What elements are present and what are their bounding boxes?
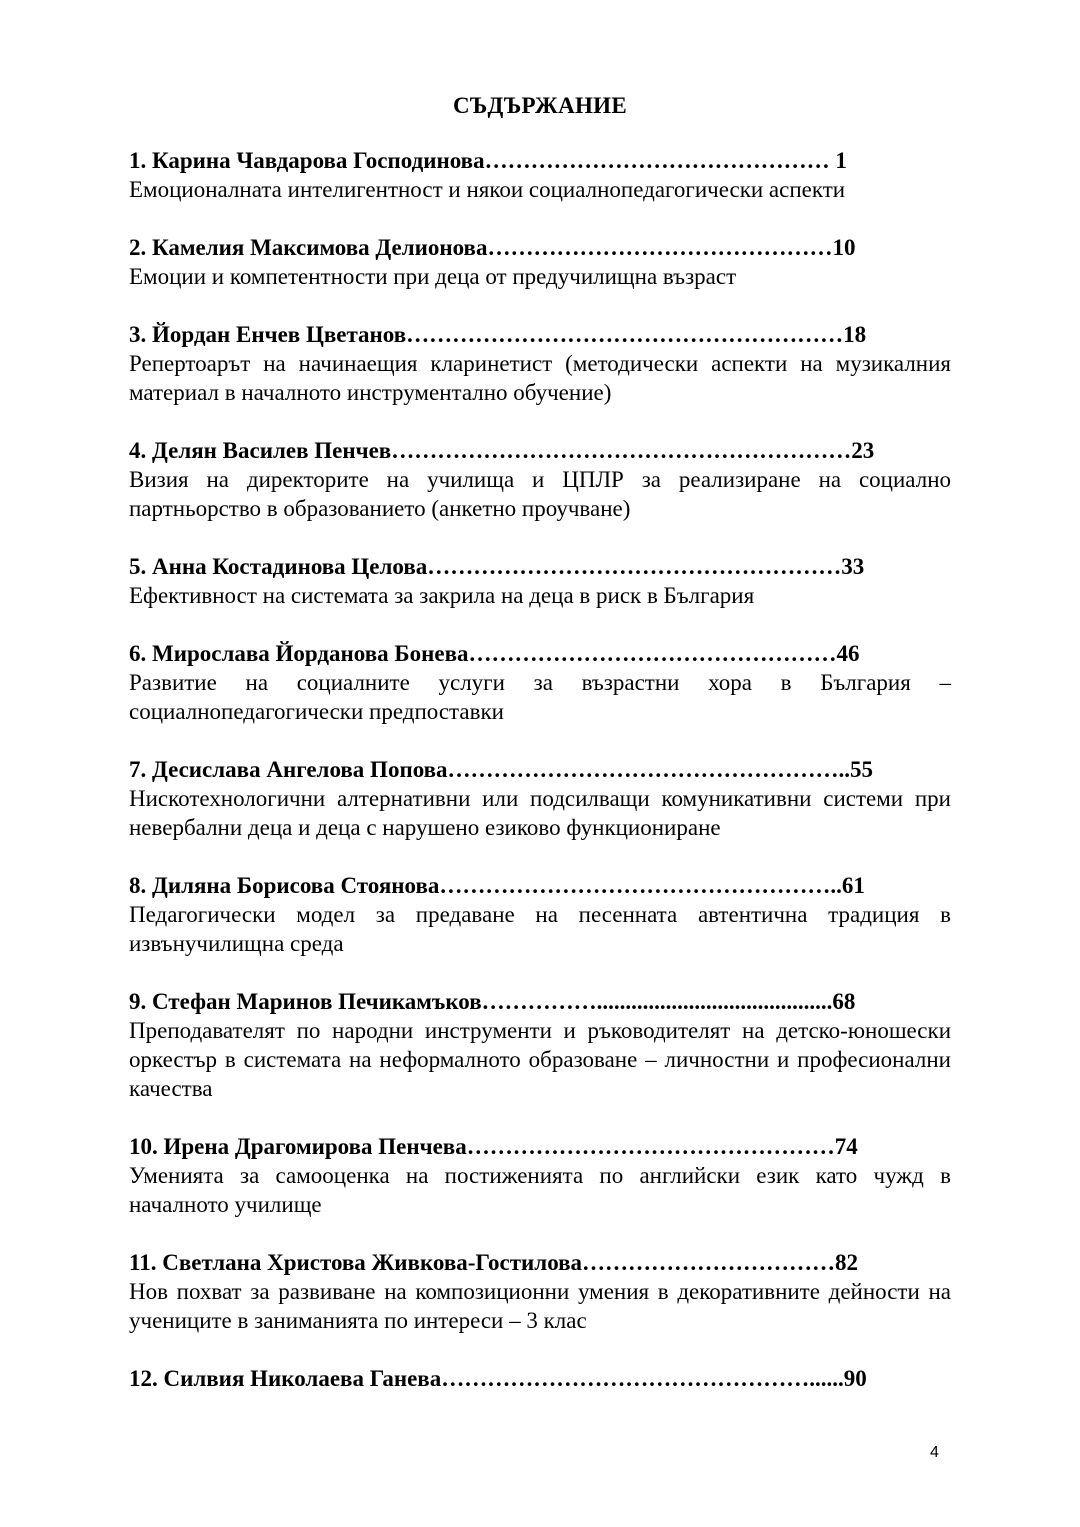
toc-entry-1 (129, 146, 951, 204)
toc-entry-description: Развитие на социалните услуги за възрастни хора в България – социалнопедагогически предпоставки (129, 670, 951, 724)
toc-entry-description: Репертоарът на начинаещия кларинетист (методически аспекти на музикалния материал в началното инструментално обучение) (129, 351, 951, 405)
toc-entry-heading: 1. Карина Чавдарова Господинова……………………………………… 1 (129, 148, 847, 173)
toc-entry-4 (129, 436, 951, 523)
toc-entry-heading: 12. Силвия Николаева Ганева…………………………………………......90 (129, 1366, 867, 1391)
toc-entry-9 (129, 987, 951, 1103)
toc-entry-8 (129, 871, 951, 958)
toc-entry-heading: 10. Ирена Драгомирова Пенчева…………………………………………74 (129, 1134, 858, 1159)
toc-entry-5 (129, 552, 951, 610)
page-number: 4 (930, 1444, 939, 1461)
toc-entry-heading: 7. Десислава Ангелова Попова……………………………………………..55 (129, 757, 874, 782)
toc-entry-heading: 6. Мирослава Йорданова Бонева…………………………………………46 (129, 641, 860, 666)
toc-entry-heading: 5. Анна Костадинова Целова………………………………………………33 (129, 554, 865, 579)
toc-entry-description: Визия на директорите на училища и ЦПЛР за реализиране на социално партньорство в образованието (анкетно проучване) (129, 467, 951, 521)
toc-entry-heading: 11. Светлана Христова Живкова-Гостилова……………………………82 (129, 1250, 859, 1275)
toc-entry-heading: 4. Делян Василев Пенчев……………………………………………………23 (129, 438, 875, 463)
toc-entry-11 (129, 1248, 951, 1335)
toc-entry-description: Емоции и компетентности при деца от предучилищна възраст (129, 264, 737, 289)
toc-entry-description: Педагогически модел за предаване на песенната автентична традиция в извънучилищна среда (129, 902, 951, 956)
table-of-contents (129, 146, 951, 1393)
toc-entry-description: Ефективност на системата за закрила на деца в риск в България (129, 583, 755, 608)
toc-entry-2 (129, 233, 951, 291)
toc-entry-6 (129, 639, 951, 726)
toc-entry-description: Уменията за самооценка на постиженията по английски език като чужд в началното училище (129, 1163, 951, 1217)
toc-entry-heading: 2. Камелия Максимова Делионова………………………………………10 (129, 235, 856, 260)
toc-entry-12 (129, 1364, 951, 1393)
toc-entry-description: Нов похват за развиване на композиционни умения в декоративните дейности на учениците в заниманията по интереси – 3 клас (129, 1279, 951, 1333)
toc-entry-3 (129, 320, 951, 407)
toc-entry-heading: 3. Йордан Енчев Цветанов…………………………………………………18 (129, 322, 867, 347)
toc-entry-7 (129, 755, 951, 842)
toc-title: СЪДЪРЖАНИЕ (452, 93, 628, 118)
toc-entry-10 (129, 1132, 951, 1219)
toc-entry-description: Нискотехнологични алтернативни или подсилващи комуникативни системи при невербални деца и деца с нарушено езиково функциониране (129, 786, 951, 840)
toc-entry-heading: 8. Диляна Борисова Стоянова……………………………………………..61 (129, 873, 865, 898)
toc-entry-heading: 9. Стефан Маринов Печикамъков…………….........................................68 (129, 989, 856, 1014)
toc-entry-description: Емоционалната интелигентност и някои социалнопедагогически аспекти (129, 177, 846, 202)
toc-entry-description: Преподавателят по народни инструменти и ръководителят на детско-юношески оркестър в системата на неформалното образоване – личностни и професионални качества (129, 1018, 951, 1101)
